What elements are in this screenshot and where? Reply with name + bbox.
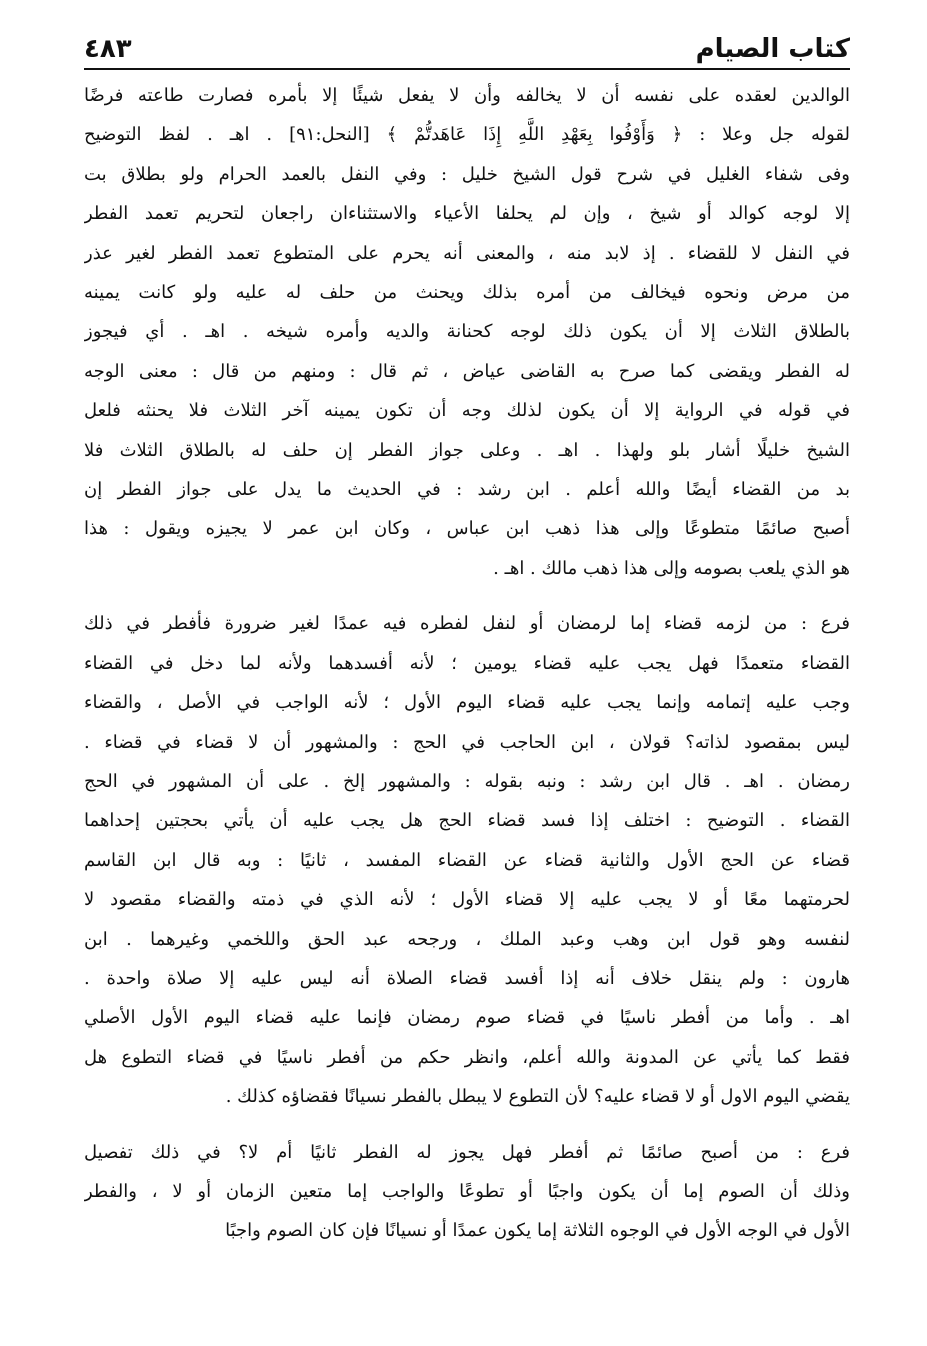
paragraph (84, 76, 850, 588)
text-line: قضاء عن الحج الأول والثانية قضاء عن القضاء المفسد ، ثانيًا : وبه قال ابن القاسم (84, 849, 850, 871)
book-page (84, 30, 850, 1251)
page-header (84, 30, 850, 70)
paragraph (84, 604, 850, 1116)
text-line: هارون : ولم ينقل خلاف أنه إذا أفسد قضاء الصلاة أنه ليس عليه إلا صلاة واحدة . (84, 967, 850, 989)
running-title: كتاب الصيام (695, 34, 850, 64)
text-line: الأول في الوجه الأول في الوجوه الثلاثة إما يكون عمدًا أو نسيانًا فإن كان الصوم واجبًا (225, 1220, 850, 1242)
text-line: فرع : من لزمه قضاء إما لرمضان أو لنفل لفطره فيه عمدًا لغير ضرورة فأفطر في ذلك (84, 613, 850, 635)
page-body (84, 76, 850, 1251)
text-line: الوالدين لعقده على نفسه أن لا يخالفه وأن لا يفعل شيئًا إلا بأمره فصارت طاعته فرضًا (84, 85, 850, 106)
text-line: رمضان . اهـ . قال ابن رشد : ونبه بقوله : والمشهور إلخ . على أن المشهور في الحج (84, 770, 850, 792)
text-line: القضاء متعمدًا فهل يجب عليه قضاء يومين ؛ لأنه أفسدهما ولأنه لما دخل في القضاء (84, 652, 850, 674)
text-line: في النفل لا للقضاء . إذ لابد منه ، والمعنى أنه يحرم على المتطوع تعمد الفطر لغير عذر (84, 242, 850, 264)
text-line: بالطلاق الثلاث إلا أن يكون ذلك لوجه كحنانة والديه وأمره شيخه . اهـ . أي فيجوز (84, 321, 850, 343)
text-line: له الفطر ويقضى كما صرح به القاضى عياض ، ثم قال : ومنهم من قال : معنى الوجه (84, 360, 850, 382)
text-line: بد من القضاء أيضًا والله أعلم . ابن رشد : في الحديث ما يدل على جواز الفطر إن (84, 479, 850, 501)
text-line: يقضي اليوم الاول أو لا قضاء عليه؟ لأن التطوع لا يبطل بالفطر نسيانًا فقضاؤه كذلك . (225, 1086, 850, 1108)
text-line: الشيخ خليلًا أشار بلو ولهذا . اهـ . وعلى جواز الفطر إن حلف له بالطلاق الثلاث فلا (84, 439, 850, 461)
text-line: وذلك أن الصوم إما أن يكون واجبًا أو تطوعًا والواجب إما متعين الزمان أو لا ، والفطر (84, 1180, 850, 1202)
text-line: وفى شفاء الغليل في شرح قول الشيخ خليل : وفي النفل بالعمد الحرام ولو بطلاق بت (84, 163, 850, 185)
text-line: إلا لوجه كوالد أو شيخ ، وإن لم يحلفا الأعياء والاستثناءان راجعان لتحريم تعمد الفطر (84, 203, 850, 225)
text-line: من مرض ونحوه فيخالف من أمره بذلك ويحنث من حلف له عليه ولو كانت يمينه (84, 282, 850, 304)
text-line: فرع : من أصبح صائمًا ثم أفطر فهل يجوز له الفطر ثانيًا أم لا؟ في ذلك تفصيل (84, 1141, 850, 1163)
text-line: ليس بمقصود لذاته؟ قولان ، ابن الحاجب في الحج : والمشهور أن لا قضاء في قضاء . (84, 731, 850, 753)
page-number: ٤٨٣ (84, 34, 132, 64)
text-line: في قوله في الرواية إلا أن يكون لذلك وجه أن تكون يمينه آخر الثلاث فلا يحنثه فلعل (84, 400, 850, 422)
text-line: اهـ . وأما من أفطر ناسيًا في قضاء صوم رمضان فإنما عليه قضاء اليوم الأول الأصلي (84, 1007, 850, 1029)
text-line: وجب عليه إتمامه وإنما يجب عليه قضاء اليوم الأول ؛ لأنه الواجب في الأصل ، والقضاء (84, 692, 850, 714)
text-line: هو الذي يلعب بصومه وإلى هذا ذهب مالك . اهـ . (493, 557, 850, 579)
text-line: لقوله جل وعلا : ﴿ وَأَوْفُوا بِعَهْدِ اللَّهِ إِذَا عَاهَدتُّمْ ﴾ [النحل:٩١] . اهـ . لفظ التوضيح (84, 124, 850, 146)
text-line: لنفسه وهو قول ابن وهب وعبد الملك ، ورجحه عبد الحق واللخمي وغيرهما . ابن (84, 928, 850, 950)
text-line: أصبح صائمًا متطوعًا وإلى هذا ذهب ابن عباس ، وكان ابن عمر لا يجيزه ويقول : هذا (84, 518, 850, 540)
text-line: لحرمتهما معًا أو لا يجب عليه إلا قضاء الأول ؛ لأنه الذي في ذمته والقضاء مقصود لا (84, 889, 850, 911)
text-line: القضاء . التوضيح : اختلف إذا فسد قضاء الحج هل يجب عليه أن يأتي بحجتين إحداهما (84, 810, 850, 832)
paragraph (84, 1133, 850, 1251)
text-line: فقط كما يأتي عن المدونة والله أعلم، وانظر حكم من أفطر ناسيًا في قضاء التطوع هل (84, 1046, 850, 1068)
